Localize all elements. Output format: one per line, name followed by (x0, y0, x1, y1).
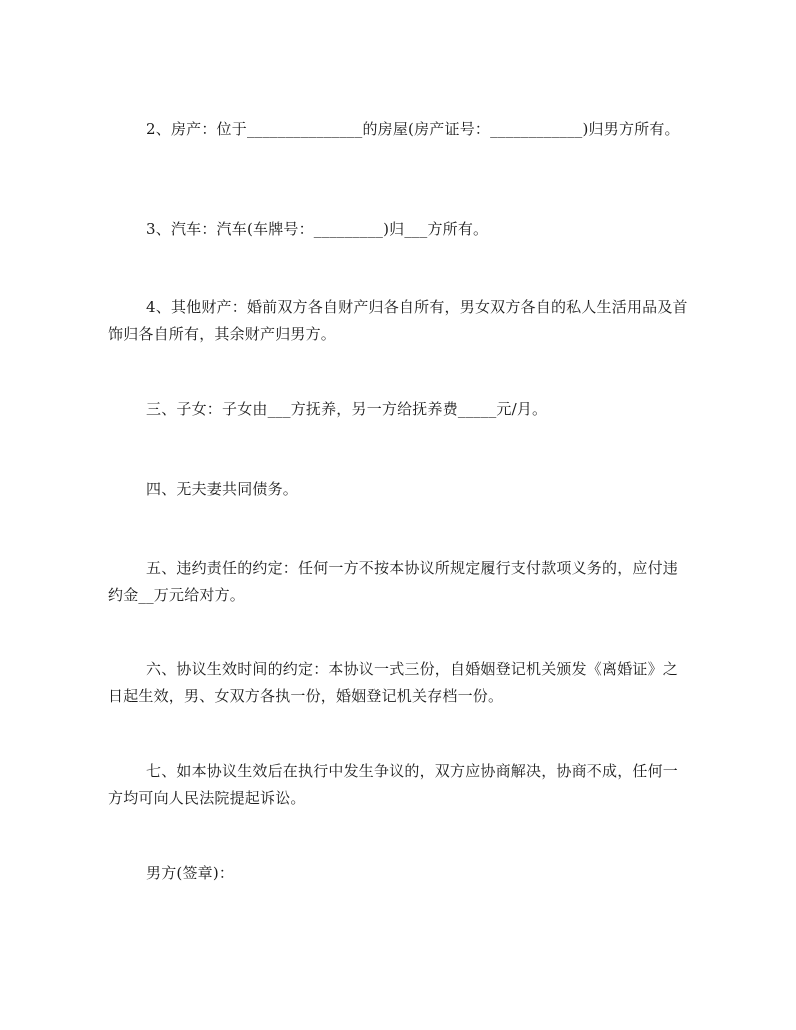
clause-property-house: 2、房产：位于_______________的房屋(房产证号：____________)归男方所有。 (146, 120, 680, 138)
clause-effective-time: 六、协议生效时间的约定：本协议一式三份，自婚姻登记机关颁发《离婚证》之日起生效，男、女双方各执一份，婚姻登记机关存档一份。 (108, 660, 679, 705)
signature-male-party: 男方(签章)： (146, 864, 235, 882)
clause-dispute-resolution: 七、如本协议生效后在执行中发生争议的，双方应协商解决，协商不成，任何一方均可向人民法院提起诉讼。 (108, 762, 679, 807)
clause-property-car: 3、汽车：汽车(车牌号：_________)归___方所有。 (146, 220, 489, 238)
clause-children: 三、子女：子女由___方抚养，另一方给抚养费_____元/月。 (146, 400, 548, 418)
clause-breach-liability: 五、违约责任的约定：任何一方不按本协议所规定履行支付款项义务的，应付违约金__万元给对方。 (108, 559, 679, 604)
clause-debts: 四、无夫妻共同债务。 (146, 480, 299, 498)
clause-other-property: 4、其他财产：婚前双方各自财产归各自所有，男女双方各自的私人生活用品及首饰归各自所有，其余财产归男方。 (108, 298, 688, 343)
